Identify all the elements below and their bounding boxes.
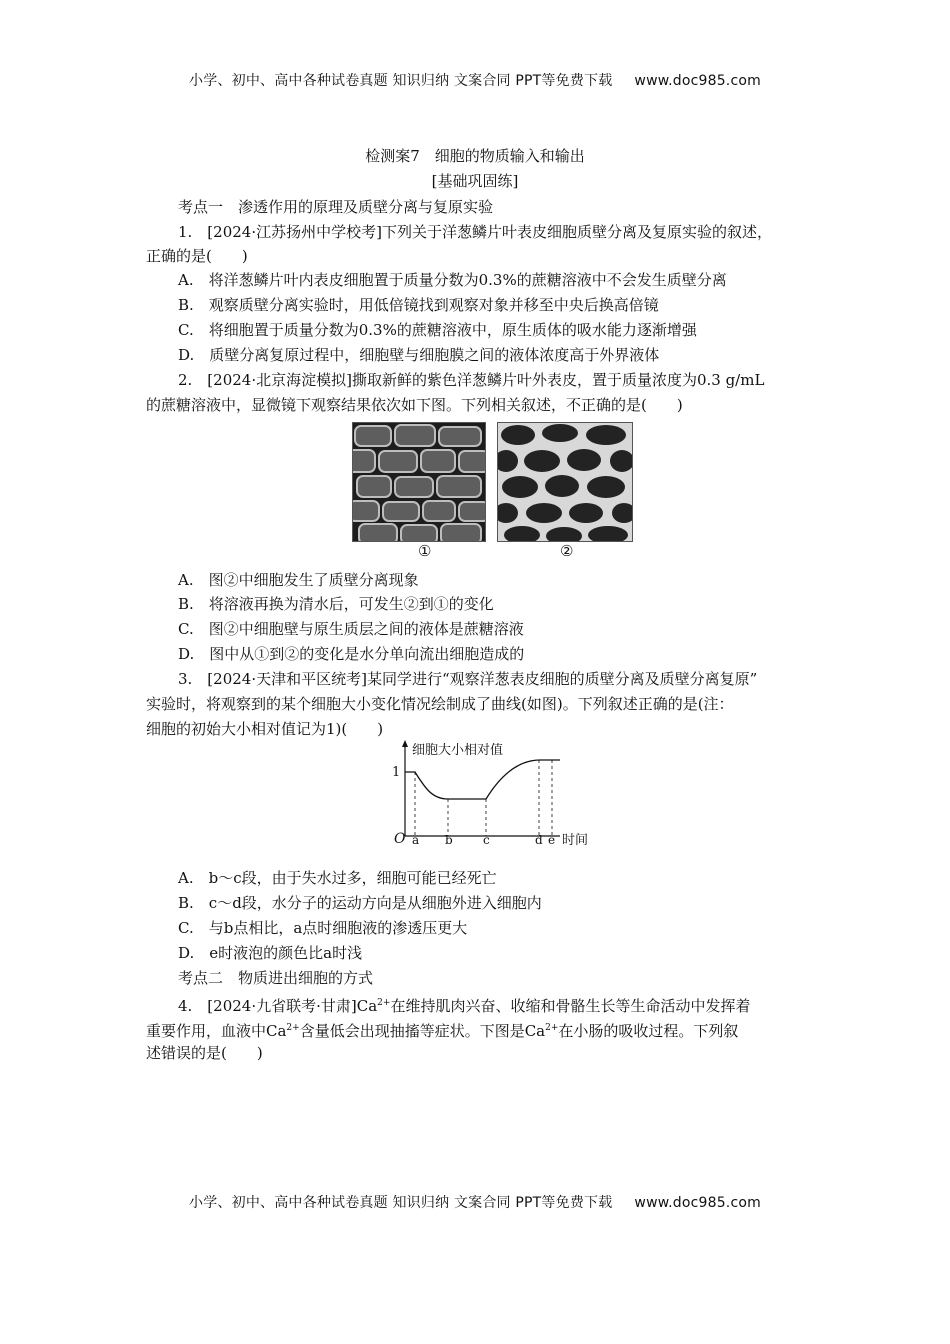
q1-option-b: B. 观察质壁分离实验时，用低倍镜找到观察对象并移至中央后换高倍镜: [178, 296, 659, 314]
x-axis-label: 时间: [562, 833, 589, 848]
x-tick-e: e: [548, 833, 556, 847]
q1-option-d: D. 质壁分离复原过程中，细胞壁与细胞膜之间的液体浓度高于外界液体: [178, 346, 660, 364]
q4-line2-part3: 在小肠的吸收过程。下列叙: [558, 1022, 739, 1040]
q4-stem-line3: 述错误的是( ): [146, 1044, 263, 1062]
footer-url[interactable]: www.doc985.com: [634, 1195, 761, 1211]
header-text: 小学、初中、高中各种试卷真题 知识归纳 文案合同 PPT等免费下载: [189, 73, 613, 89]
q4-stem-line1: [178, 993, 750, 1016]
header-url[interactable]: www.doc985.com: [634, 73, 761, 89]
q1-stem-line1: 1. [2024·江苏扬州中学校考]下列关于洋葱鳞片叶表皮细胞质壁分离及复原实验的叙述，: [178, 223, 772, 241]
q1-option-c: C. 将细胞置于质量分数为0.3%的蔗糖溶液中，原生质体的吸水能力逐渐增强: [178, 321, 697, 339]
x-tick-a: a: [412, 833, 420, 847]
q4-line2-part2: 含量低会出现抽搐等症状。下图是Ca: [299, 1022, 546, 1040]
section-heading-1: 考点一 渗透作用的原理及质壁分离与复原实验: [178, 198, 494, 216]
page-header: [0, 70, 950, 90]
micrograph-2-drawing: [498, 423, 632, 541]
q2-option-c: C. 图②中细胞壁与原生质层之间的液体是蔗糖溶液: [178, 620, 524, 638]
doc-title: 检测案7 细胞的物质输入和输出: [365, 147, 585, 165]
doc-subtitle: [基础巩固练]: [431, 172, 519, 190]
q1-option-a: A. 将洋葱鳞片叶内表皮细胞置于质量分数为0.3%的蔗糖溶液中不会发生质壁分离: [178, 271, 727, 289]
micrograph-1-drawing: [353, 423, 485, 541]
section-heading-2: 考点二 物质进出细胞的方式: [178, 969, 374, 987]
q3-option-b: B. c～d段，水分子的运动方向是从细胞外进入细胞内: [178, 894, 542, 912]
x-tick-c: c: [483, 833, 490, 847]
q2-option-b: B. 将溶液再换为清水后，可发生②到①的变化: [178, 595, 494, 613]
q3-stem-line1: 3. [2024·天津和平区统考]某同学进行“观察洋葱表皮细胞的质壁分离及质壁分离复原”: [178, 670, 758, 688]
micrograph-1-caption: ①: [418, 542, 432, 560]
q1-stem-line2: 正确的是( ): [146, 247, 248, 265]
y-tick-1-label: 1: [392, 765, 401, 780]
y-axis-arrow: [402, 740, 408, 747]
origin-label: O: [394, 831, 406, 847]
x-tick-d: d: [535, 833, 543, 847]
q4-line1-part1: 4. [2024·九省联考·甘肃]Ca: [178, 997, 378, 1015]
q4-line1-superscript: 2+: [377, 998, 391, 1008]
q2-stem-line2: 的蔗糖溶液中，显微镜下观察结果依次如下图。下列相关叙述，不正确的是( ): [146, 396, 683, 414]
q3-option-a: A. b～c段，由于失水过多，细胞可能已经死亡: [178, 869, 497, 887]
cell-size-graph: [390, 738, 600, 850]
cell-size-curve: [405, 760, 560, 799]
q3-option-d: D. e时液泡的颜色比a时浅: [178, 944, 363, 962]
page-footer: [0, 1192, 950, 1212]
y-axis-label: 细胞大小相对值: [412, 743, 504, 758]
micrograph-2-caption: ②: [560, 542, 574, 560]
q3-stem-line3: 细胞的初始大小相对值记为1)( ): [146, 720, 384, 738]
q3-option-c: C. 与b点相比，a点时细胞液的渗透压更大: [178, 919, 468, 937]
q4-line2-part1: 重要作用，血液中Ca: [146, 1022, 287, 1040]
q2-option-a: A. 图②中细胞发生了质壁分离现象: [178, 571, 419, 589]
micrograph-1-image: [352, 422, 486, 542]
q2-stem-line1: 2. [2024·北京海淀模拟]撕取新鲜的紫色洋葱鳞片叶外表皮，置于质量浓度为0.3 g/mL: [178, 371, 765, 389]
q4-line1-part2: 在维持肌肉兴奋、收缩和骨骼生长等生命活动中发挥着: [390, 997, 751, 1015]
micrograph-2-image: [497, 422, 633, 542]
x-tick-b: b: [445, 833, 453, 847]
q4-line2-superscript-2: 2+: [545, 1023, 559, 1033]
q4-line2-superscript-1: 2+: [286, 1023, 300, 1033]
q4-stem-line2: [146, 1018, 738, 1041]
q3-stem-line2: 实验时，将观察到的某个细胞大小变化情况绘制成了曲线(如图)。下列叙述正确的是(注：: [146, 695, 734, 713]
footer-text: 小学、初中、高中各种试卷真题 知识归纳 文案合同 PPT等免费下载: [189, 1195, 613, 1211]
q2-option-d: D. 图中从①到②的变化是水分单向流出细胞造成的: [178, 645, 525, 663]
